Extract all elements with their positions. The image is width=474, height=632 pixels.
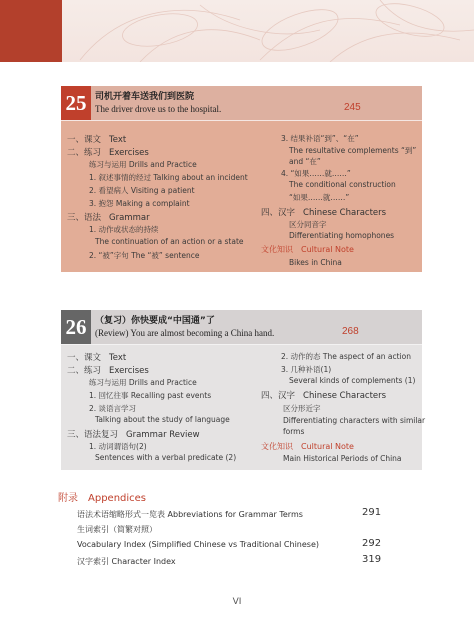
list-item: 1. 叙述事情的经过 Talking about an incident xyxy=(89,173,248,182)
list-item: Several kinds of complements (1) xyxy=(289,376,416,385)
section-text: 一、课文 Text xyxy=(67,353,127,363)
list-item: 区分形近字 xyxy=(283,404,321,413)
list-item: 3. 几种补语(1) xyxy=(281,365,332,374)
unit-title-zh: 司机开着车送我们到医院 xyxy=(95,92,195,102)
unit-number: 25 xyxy=(61,86,91,120)
section-grammar-review: 三、语法复习 Grammar Review xyxy=(67,430,200,440)
section-text: 一、课文 Text xyxy=(67,135,127,145)
list-item: 练习与运用 Drills and Practice xyxy=(89,378,197,387)
unit-title-zh: （复习）你快要成“中国通”了 xyxy=(95,316,215,326)
section-exercises: 二、练习 Exercises xyxy=(67,148,149,158)
list-item: 区分同音字 xyxy=(289,220,327,229)
appendix-item-abbreviations[interactable]: 语法术语缩略形式一览表 Abbreviations for Grammar Terms xyxy=(77,510,303,519)
list-item: Differentiating homophones xyxy=(289,231,395,240)
appendix-page-number: 292 xyxy=(362,538,382,549)
appendix-item-character-index[interactable]: 汉字索引 Character Index xyxy=(77,557,176,566)
list-item: Differentiating characters with similar xyxy=(283,416,426,425)
banner-red-block xyxy=(0,0,62,62)
list-item: 2. “被”字句 The “被” sentence xyxy=(89,251,200,260)
appendix-page-number: 319 xyxy=(362,554,382,565)
list-item: 4. “如果……就……” xyxy=(281,169,351,178)
page-number: VI xyxy=(232,597,242,607)
list-item: 2. 谈语言学习 xyxy=(89,404,137,413)
header-banner xyxy=(0,0,474,62)
appendix-item-vocab-index[interactable]: Vocabulary Index (Simplified Chinese vs Traditional Chinese) xyxy=(77,540,319,549)
list-item: Talking about the study of language xyxy=(95,415,230,424)
list-item: 1. 回忆往事 Recalling past events xyxy=(89,391,212,400)
unit-25-card[interactable] xyxy=(61,86,422,272)
list-item: 3. 抱怨 Making a complaint xyxy=(89,199,190,208)
unit-page-number: 268 xyxy=(342,326,359,337)
list-item: Sentences with a verbal predicate (2) xyxy=(95,453,237,462)
list-item: Bikes in China xyxy=(289,258,342,267)
unit-26-header xyxy=(61,310,422,345)
list-item: 2. 看望病人 Visiting a patient xyxy=(89,186,195,195)
unit-26-card[interactable] xyxy=(61,310,426,470)
list-item: Main Historical Periods of China xyxy=(283,454,402,463)
unit-title-en: (Review) You are almost becoming a China hand. xyxy=(95,328,275,338)
appendix-page-number: 291 xyxy=(362,507,382,518)
appendix-item-vocab-zh[interactable]: 生词索引（简繁对照） xyxy=(77,525,157,534)
unit-title-en: The driver drove us to the hospital. xyxy=(95,104,222,114)
unit-25-header xyxy=(61,86,422,121)
unit-page-number: 245 xyxy=(344,102,361,113)
list-item: 3. 结果补语“到”、“在” xyxy=(281,134,359,143)
list-item: 2. 动作的态 The aspect of an action xyxy=(281,352,412,361)
list-item: The resultative complements “到” xyxy=(289,146,417,155)
section-exercises: 二、练习 Exercises xyxy=(67,366,149,376)
list-item: 1. 动作或状态的持续 xyxy=(89,225,159,234)
cultural-note-label: 文化知识 Cultural Note xyxy=(261,245,354,254)
list-item: and “在” xyxy=(289,157,321,166)
list-item: The continuation of an action or a state xyxy=(95,237,244,246)
list-item: 练习与运用 Drills and Practice xyxy=(89,160,197,169)
list-item: forms xyxy=(283,427,305,436)
section-characters: 四、汉字 Chinese Characters xyxy=(261,391,387,401)
list-item: 1. 动词谓语句(2) xyxy=(89,442,147,451)
appendices-title: 附录 Appendices xyxy=(58,493,147,504)
cultural-note-label: 文化知识 Cultural Note xyxy=(261,442,354,451)
list-item: “如果……就……” xyxy=(289,193,350,202)
unit-number: 26 xyxy=(61,310,91,344)
list-item: The conditional construction xyxy=(289,180,396,189)
leaf-pattern-decoration xyxy=(0,0,474,62)
section-grammar: 三、语法 Grammar xyxy=(67,213,150,223)
section-characters: 四、汉字 Chinese Characters xyxy=(261,208,387,218)
